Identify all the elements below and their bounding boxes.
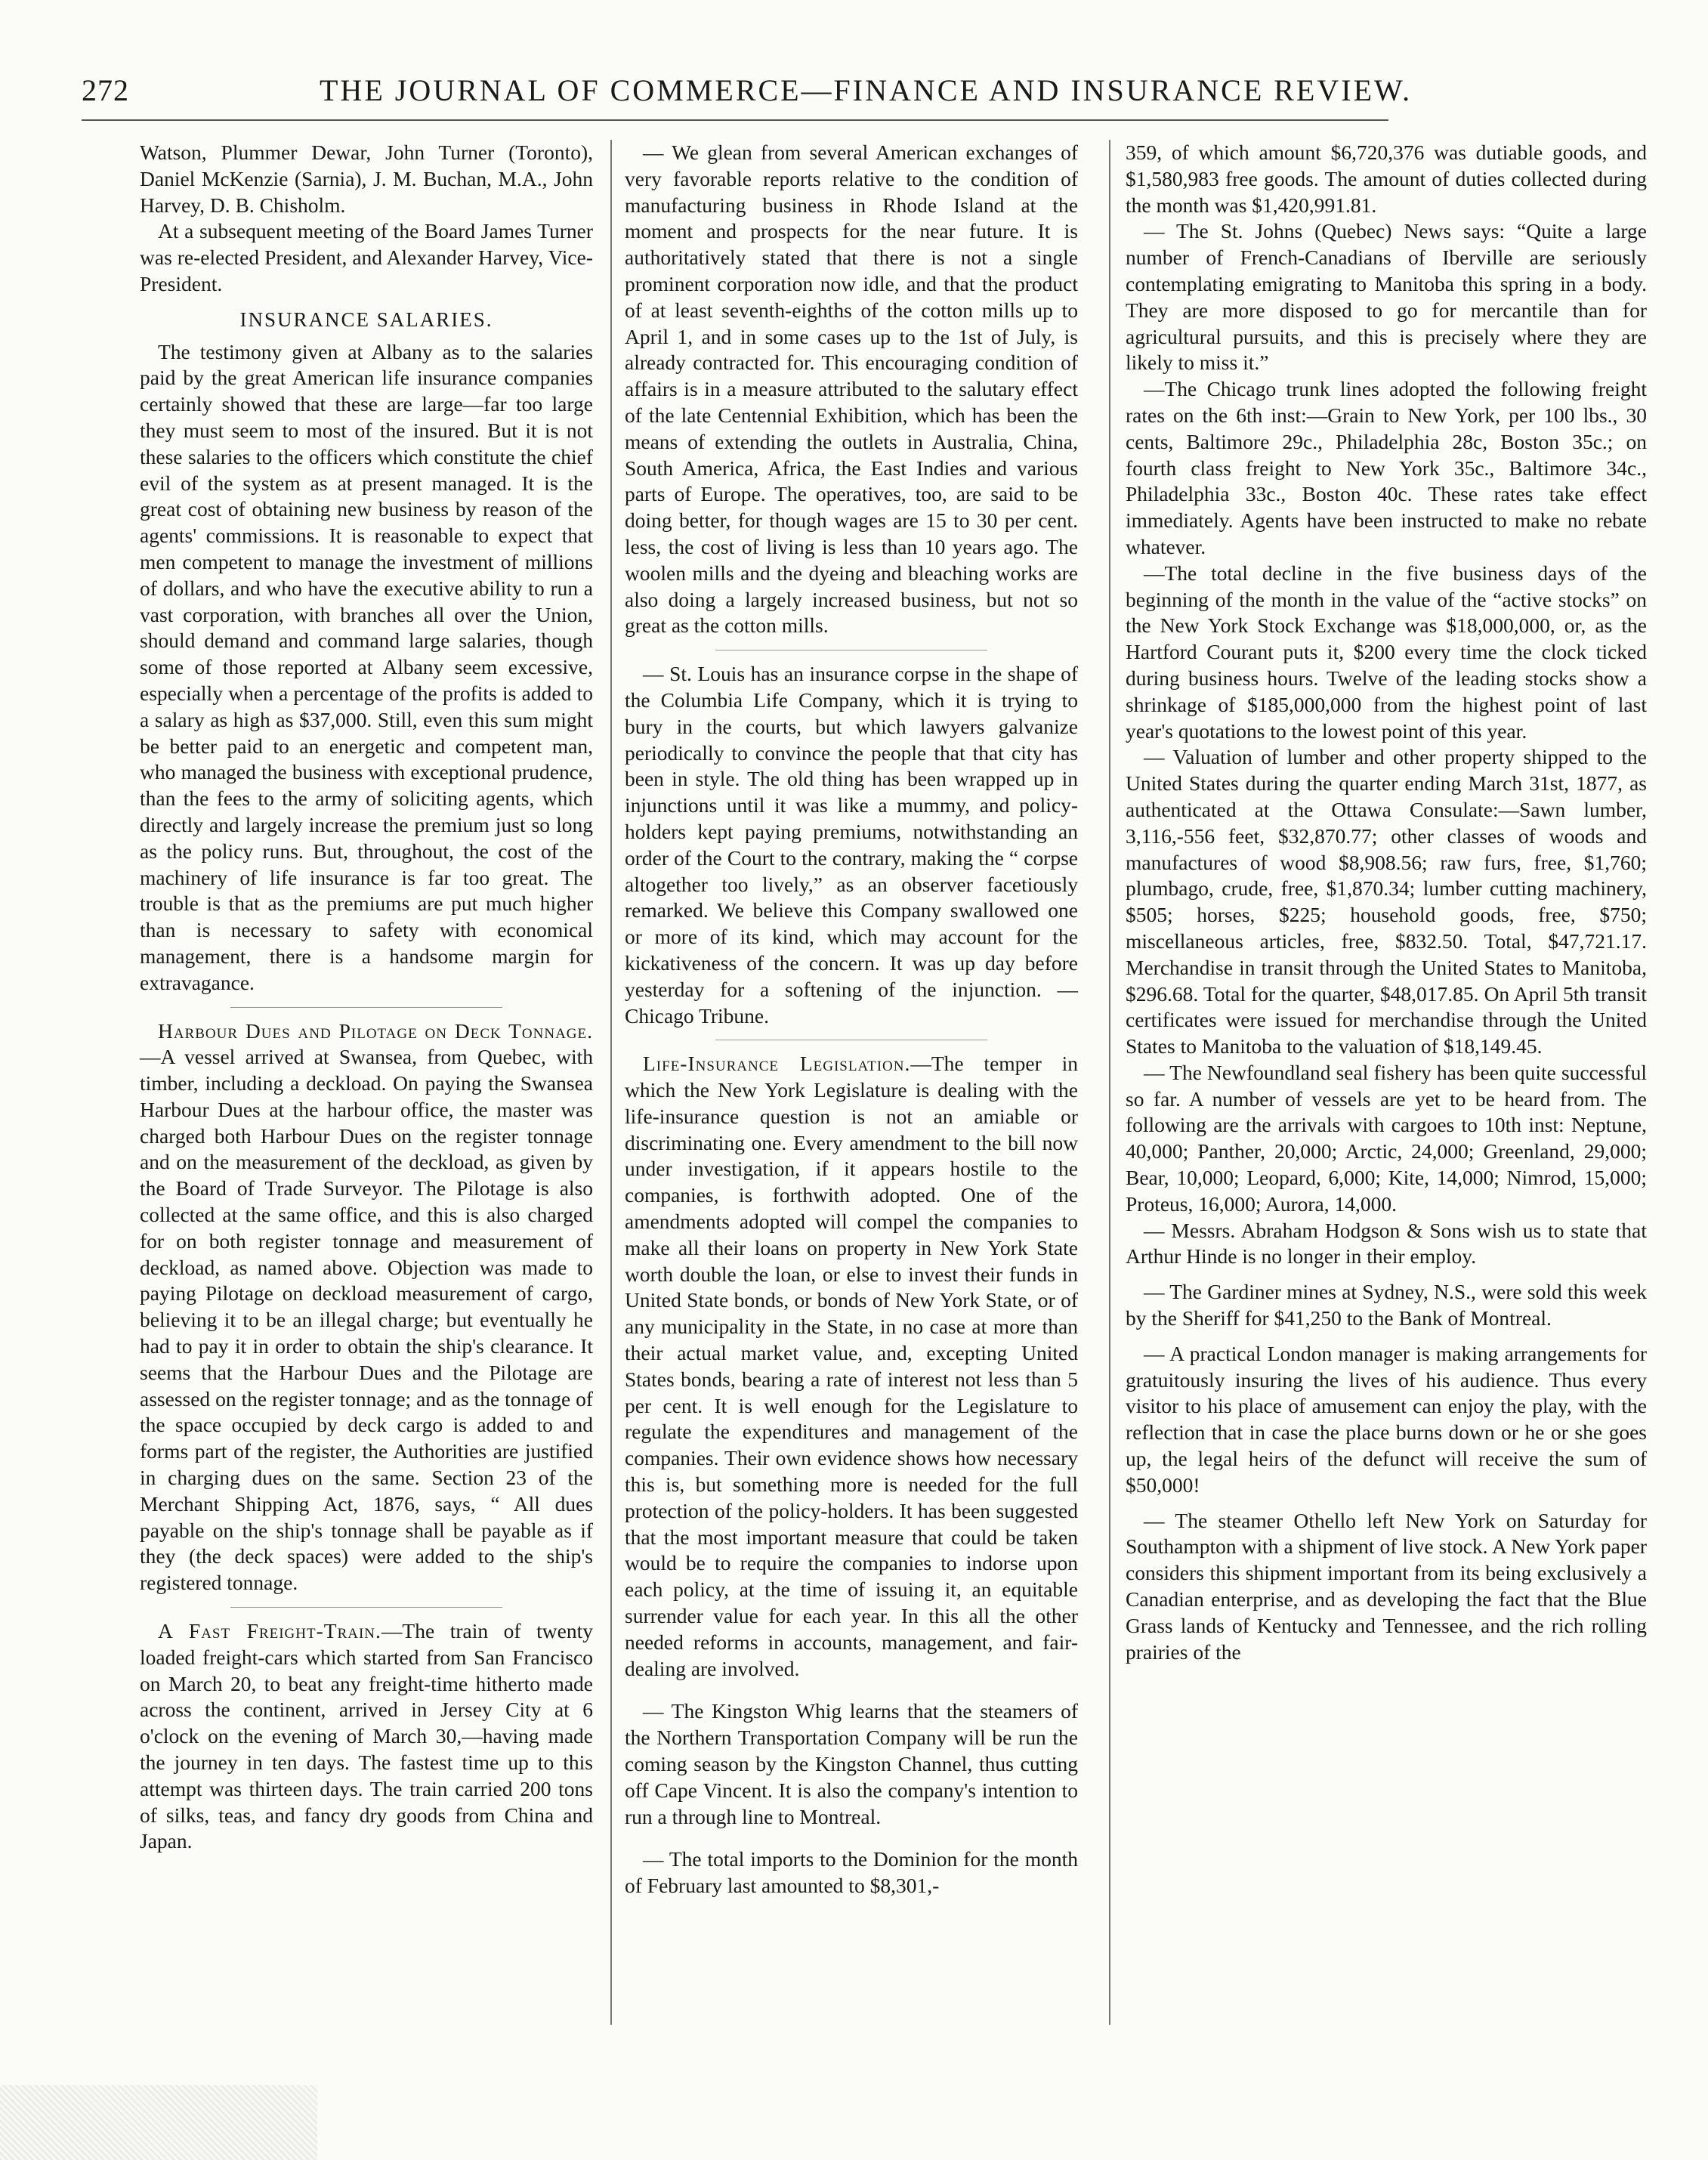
paragraph-stock-decline: —The total decline in the five business days of the beginning of the month in the value of the “active stocks” on the New York Stock Exchange was $18,000,000, or, as the Hartford Courant puts it, $200 every time the clock ticked during business hours. Twelve of the leading stocks show a shrinkage of $185,000,000 from the highest point of last year's quotations to the lowest point of this year.: [1126, 561, 1647, 743]
divider: [230, 1607, 502, 1608]
paragraph-fast-freight-train: [140, 1618, 593, 1855]
paragraph-directors-list: Watson, Plummer Dewar, John Turner (Toronto), Daniel McKenzie (Sarnia), J. M. Buchan, M.A., John Harvey, D. B. Chisholm.: [140, 141, 593, 217]
page-number: 272: [82, 73, 129, 107]
column-1: [140, 140, 593, 1855]
page-header: [82, 73, 1413, 118]
paragraph-insurance-salaries: The testimony given at Albany as to the salaries paid by the great American life insurance companies certainly showed that these are large—far too large they must seem to most of the insured. But it is not these salaries to the officers which constitute the chief evil of the system as at present managed. It is the great cost of obtaining new business by reason of the agents' commissions. It is reasonable to expect that men competent to manage the investment of millions of dollars, and who have the executive ability to run a vast corporation, with branches all over the Union, should demand and command large salaries, though some of those reported at Albany seem excessive, especially when a percentage of the profits is added to a salary as high as $37,000. Still, even this sum might be better paid to an energetic and competent man, who managed the business with exceptional prudence, than the fees to the army of soliciting agents, which directly and largely increase the premium just so long as the policy runs. But, throughout, the cost of the machinery of life insurance is far too great. The trouble is that as the premiums are put much higher than is necessary to safety with economical management, there is a handsome margin for extravagance.: [140, 339, 593, 994]
legislation-lead: Life-Insurance Legislation.: [643, 1052, 911, 1076]
harbour-dues-body: —A vessel arrived at Swansea, from Quebec, with timber, including a deckload. On paying the Swansea Harbour Dues at the harbour office, the master was charged both Harbour Dues on the register tonnage and on the measurement of the deckload, as given by the Board of Trade Surveyor. The Pilotage is also collected at the same office, and this is also charged for on both register tonnage and measurement of deckload, as named above. Objection was made to paying Pilotage on deckload measurement of cargo, believing it to be an illegal charge; but eventually he had to pay it in order to obtain the ship's clearance. It seems that the Harbour Dues and the Pilotage are assessed on the register tonnage; and as the tonnage of the space occupied by deck cargo is added to and forms part of the register, the Authorities are justified in charging dues on the same. Section 23 of the Merchant Shipping Act, 1876, says, “ All dues payable on the ship's tonnage shall be payable as if they (the deck spaces) were added to the ship's registered tonnage.: [140, 1045, 593, 1595]
paragraph-rhode-island-manufacturing: — We glean from several American exchanges of very favorable reports relative to the condition of manufacturing business in Rhode Island at the moment and prospects for the near future. It is authoritatively stated that there is not a single prominent corporation now idle, and that the product of at least seventh-eighths of the cotton mills up to April 1, and in some cases up to the 1st of July, is already contracted for. This encouraging condition of affairs is in a measure attributed to the salutary effect of the late Centennial Exhibition, which has been the means of extending the outlets in Australia, China, South America, Africa, the East Indies and various parts of Europe. The operatives, too, are said to be doing better, for though wages are 15 to 30 per cent. less, the cost of living is less than 10 years ago. The woolen mills and the dyeing and bleaching works are also doing a largely increased business, but not so great as the cotton mills.: [625, 141, 1078, 638]
section-heading-insurance-salaries: INSURANCE SALARIES.: [239, 307, 493, 331]
header-rule: [82, 119, 1388, 121]
paragraph-imports-continued: 359, of which amount $6,720,376 was dutiable goods, and $1,580,983 free goods. The amount of duties collected during the month was $1,420,991.81.: [1126, 141, 1647, 217]
paragraph-life-insurance-legislation: [625, 1051, 1078, 1682]
column-rule-2: [1109, 140, 1110, 2025]
column-2: [625, 140, 1078, 1899]
legislation-body: —The temper in which the New York Legislature is dealing with the life-insurance question is not an amiable or discriminating one. Every amendment to the bill now under investigation, if it appears hostile to the companies, is forthwith adopted. One of the amendments adopted will compel the companies to make all their loans on property in New York State worth double the loan, or else to invest their funds in United State bonds, or bonds of New York State, or of any municipality in the State, in no case at more than their actual market value, and, excepting United States bonds, bearing a rate of interest not less than 5 per cent. It is well enough for the Legislature to regulate the expenditures and management of the companies. Their own evidence shows how necessary this is, but something more is needed for the full protection of the policy-holders. It has been suggested that the most important measure that could be taken would be to require the companies to indorse upon each policy, at the time of issuing it, an equitable surrender value for each year. In this all the other needed reforms in accounts, management, and fair-dealing are involved.: [625, 1052, 1078, 1680]
paper-grain-texture: [0, 2085, 317, 2160]
paragraph-lumber-valuation: — Valuation of lumber and other property shipped to the United States during the quarter ending March 31st, 1877, as authenticated at the Ottawa Consulate:—Sawn lumber, 3,116,-556 feet, $32,870.77; other classes of woods and manufactures of wood $8,908.56; raw furs, free, $1,760; plumbago, crude, free, $1,870.34; lumber cutting machinery, $505; horses, $225; household goods, free, $750; miscellaneous articles, free, $832.50. Total, $47,721.17. Merchandise in transit through the United States to Manitoba, $296.68. Total for the quarter, $48,017.85. On April 5th transit certificates were issued for merchandise through the United States to Manitoba to the valuation of $18,149.45.: [1126, 745, 1647, 1058]
paragraph-chicago-freight-rates: —The Chicago trunk lines adopted the following freight rates on the 6th inst:—Grain to New York, per 100 lbs., 30 cents, Baltimore 29c., Philadelphia 28c, Boston 35c.; on fourth class freight to New York 35c., Baltimore 34c., Philadelphia 33c., Boston 40c. These rates take effect immediately. Agents have been instructed to make no rebate whatever.: [1126, 377, 1647, 558]
running-title: THE JOURNAL OF COMMERCE—FINANCE AND INSURANCE REVIEW.: [320, 73, 1413, 107]
paragraph-kingston-whig: — The Kingston Whig learns that the steamers of the Northern Transportation Company will be run the coming season by the Kingston Channel, thus cutting off Cape Vincent. It is also the company's intention to run a through line to Montreal.: [625, 1699, 1078, 1828]
paragraph-st-louis-insurance: — St. Louis has an insurance corpse in the shape of the Columbia Life Company, which it is trying to bury in the courts, but which lawyers galvanize periodically to convince the people that that city has been in style. The old thing has been wrapped up in injunctions until it was like a mummy, and policy-holders kept paying premiums, notwithstanding an order of the Court to the contrary, making the “ corpse altogether too lively,” as an observer facetiously remarked. We believe this Company swallowed one or more of its kind, which may account for the kickativeness of the concern. It was up day before yesterday for a softening of the injunction. — Chicago Tribune.: [625, 662, 1078, 1027]
paragraph-harbour-dues: [140, 1018, 593, 1597]
fast-freight-body: —The train of twenty loaded freight-cars which started from San Francisco on March 20, to beat any freight-time hitherto made across the continent, arrived in Jersey City at 6 o'clock on the evening of March 30,—having made the journey in ten days. The fastest time up to this attempt was thirteen days. The train carried 200 tons of silks, teas, and fancy dry goods from China and Japan.: [140, 1619, 593, 1853]
paragraph-steamer-othello: — The steamer Othello left New York on Saturday for Southampton with a shipment of live stock. A New York paper considers this shipment important from its being exclusively a Canadian enterprise, and as developing the fact that the Blue Grass lands of Kentucky and Tennessee, and the rich rolling prairies of the: [1126, 1508, 1647, 1664]
paragraph-dominion-imports: — The total imports to the Dominion for the month of February last amounted to $8,301,-: [625, 1847, 1078, 1898]
divider: [230, 1007, 502, 1008]
paragraph-gardiner-mines: — The Gardiner mines at Sydney, N.S., were sold this week by the Sheriff for $41,250 to the Bank of Montreal.: [1126, 1280, 1647, 1330]
column-rule-1: [610, 140, 612, 2025]
paragraph-london-manager: — A practical London manager is making arrangements for gratuitously insuring the lives of his audience. Thus every visitor to his place of amusement can enjoy the play, with the reflection that in case the place burns down or he or she goes up, the legal heirs of the defunct will receive the sum of $50,000!: [1126, 1341, 1647, 1497]
column-3: [1126, 140, 1647, 1665]
fast-freight-lead: A Fast Freight-Train.: [158, 1619, 381, 1643]
paragraph-seal-fishery: — The Newfoundland seal fishery has been quite successful so far. A number of vessels are yet to be heard from. The following are the arrivals with cargoes to 10th inst: Neptune, 40,000; Panther, 20,000; Arctic, 24,000; Greenland, 29,000; Bear, 10,000; Leopard, 6,000; Kite, 14,000; Nimrod, 15,000; Proteus, 16,000; Aurora, 14,000.: [1126, 1060, 1647, 1216]
paragraph-hodgson-notice: — Messrs. Abraham Hodgson & Sons wish us to state that Arthur Hinde is no longer in their employ.: [1126, 1218, 1647, 1268]
paragraph-board-meeting: At a subsequent meeting of the Board James Turner was re-elected President, and Alexander Harvey, Vice-President.: [140, 219, 593, 295]
harbour-dues-lead: Harbour Dues and Pilotage on Deck Tonnage.: [158, 1018, 593, 1043]
paragraph-st-johns-news: — The St. Johns (Quebec) News says: “Quite a large number of French-Canadians of Iberville are seriously contemplating emigrating to Manitoba this spring in a body. They are more disposed to go for mercantile than for agricultural pursuits, and this is precisely where they are likely to miss it.”: [1126, 219, 1647, 375]
